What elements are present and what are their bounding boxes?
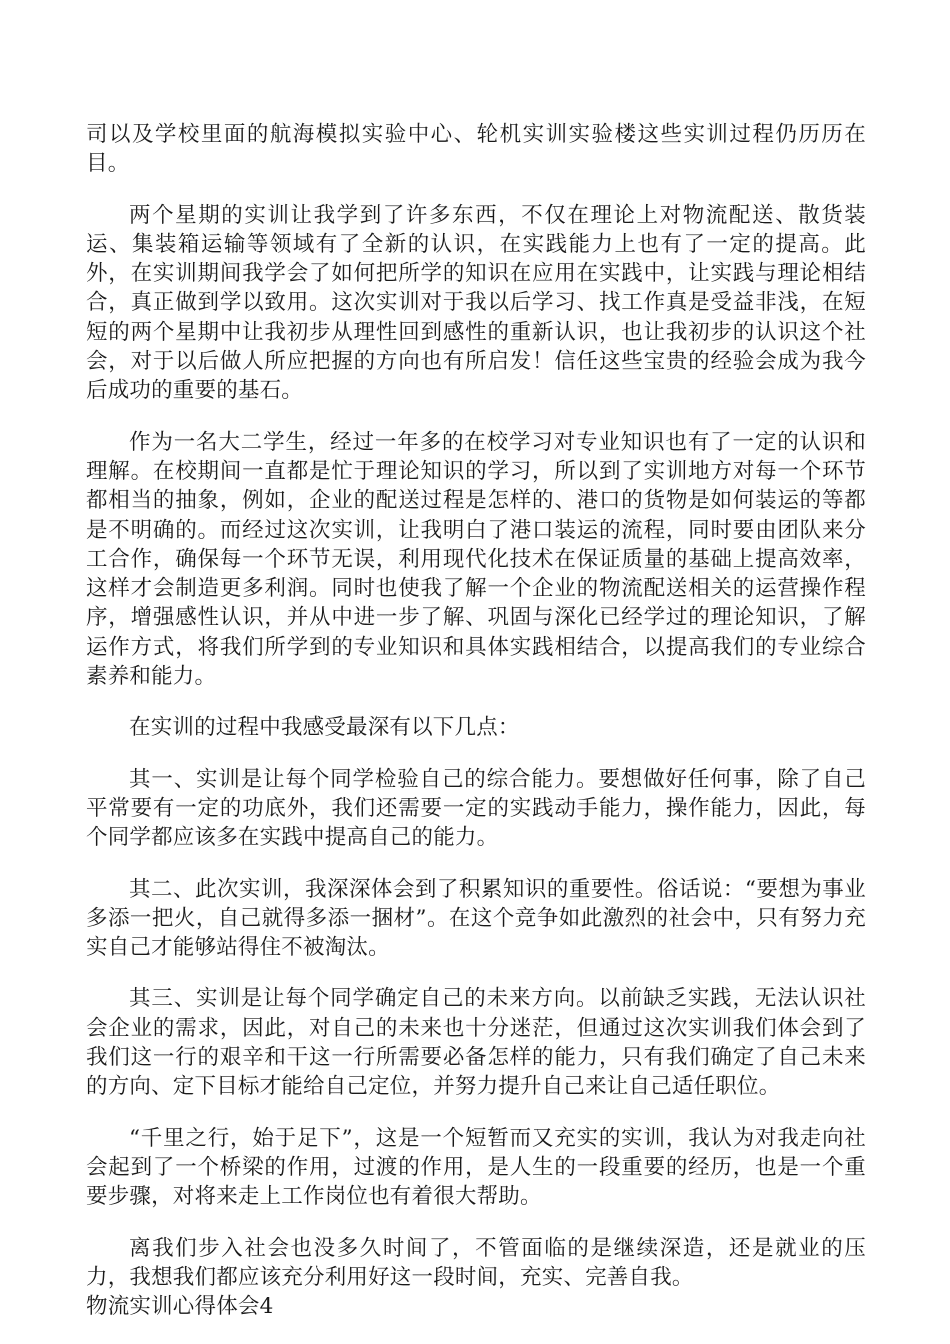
paragraph-point-one: 其一、实训是让每个同学检验自己的综合能力。要想做好任何事，除了自己平常要有一定的功底外，我们还需要一定的实践动手能力，操作能力，因此，每个同学都应该多在实践中提高自己的能力。 [86,766,866,851]
paragraph-two-weeks: 两个星期的实训让我学到了许多东西，不仅在理论上对物流配送、散货装运、集装箱运输等领域有了全新的认识，在实践能力上也有了一定的提高。此外，在实训期间我学会了如何把所学的知识在应用在实践中，让实践与理论相结合，真正做到学以致用。这次实训对于我以后学习、找工作真是受益非浅，在短短的两个星期中让我初步从理性回到感性的重新认识，也让我初步的认识这个社会，对于以后做人所应把握的方向也有所启发！信任这些宝贵的经验会成为我今后成功的重要的基石。 [86,202,866,404]
paragraph-sophomore: 作为一名大二学生，经过一年多的在校学习对专业知识也有了一定的认识和理解。在校期间一直都是忙于理论知识的学习，所以到了实训地方对每一个环节都相当的抽象，例如，企业的配送过程是怎样的、港口的货物是如何装运的等都是不明确的。而经过这次实训，让我明白了港口装运的流程，同时要由团队来分工合作，确保每一个环节无误，利用现代化技术在保证质量的基础上提高效率，这样才会制造更多利润。同时也使我了解一个企业的物流配送相关的运营操作程序，增强感性认识，并从中进一步了解、巩固与深化已经学过的理论知识，了解运作方式，将我们所学到的专业知识和具体实践相结合，以提高我们的专业综合素养和能力。 [86,429,866,690]
document-body [86,120,866,1321]
paragraph-journey: “千里之行，始于足下”，这是一个短暂而又充实的实训，我认为对我走向社会起到了一个桥梁的作用，过渡的作用，是人生的一段重要的经历，也是一个重要步骤，对将来走上工作岗位也有着很大帮助。 [86,1125,866,1210]
paragraph-closing: 离我们步入社会也没多久时间了，不管面临的是继续深造，还是就业的压力，我想我们都应该充分利用好这一段时间，充实、完善自我。 [86,1235,866,1290]
paragraph-point-three: 其三、实训是让每个同学确定自己的未来方向。以前缺乏实践，无法认识社会企业的需求，因此，对自己的未来也十分迷茫，但通过这次实训我们体会到了我们这一行的艰辛和干这一行所需要必备怎样的能力，只有我们确定了自己未来的方向、定下目标才能给自己定位，并努力提升自己来让自己适任职位。 [86,986,866,1100]
paragraph-point-two: 其二、此次实训，我深深体会到了积累知识的重要性。俗话说：“要想为事业多添一把火，自己就得多添一捆材”。在这个竞争如此激烈的社会中，只有努力充实自己才能够站得住不被淘汰。 [86,876,866,961]
next-section-heading: 物流实训心得体会4 [86,1294,274,1320]
paragraph-points-intro: 在实训的过程中我感受最深有以下几点： [129,715,520,741]
paragraph-continuation: 司以及学校里面的航海模拟实验中心、轮机实训实验楼这些实训过程仍历历在目。 [86,122,866,177]
